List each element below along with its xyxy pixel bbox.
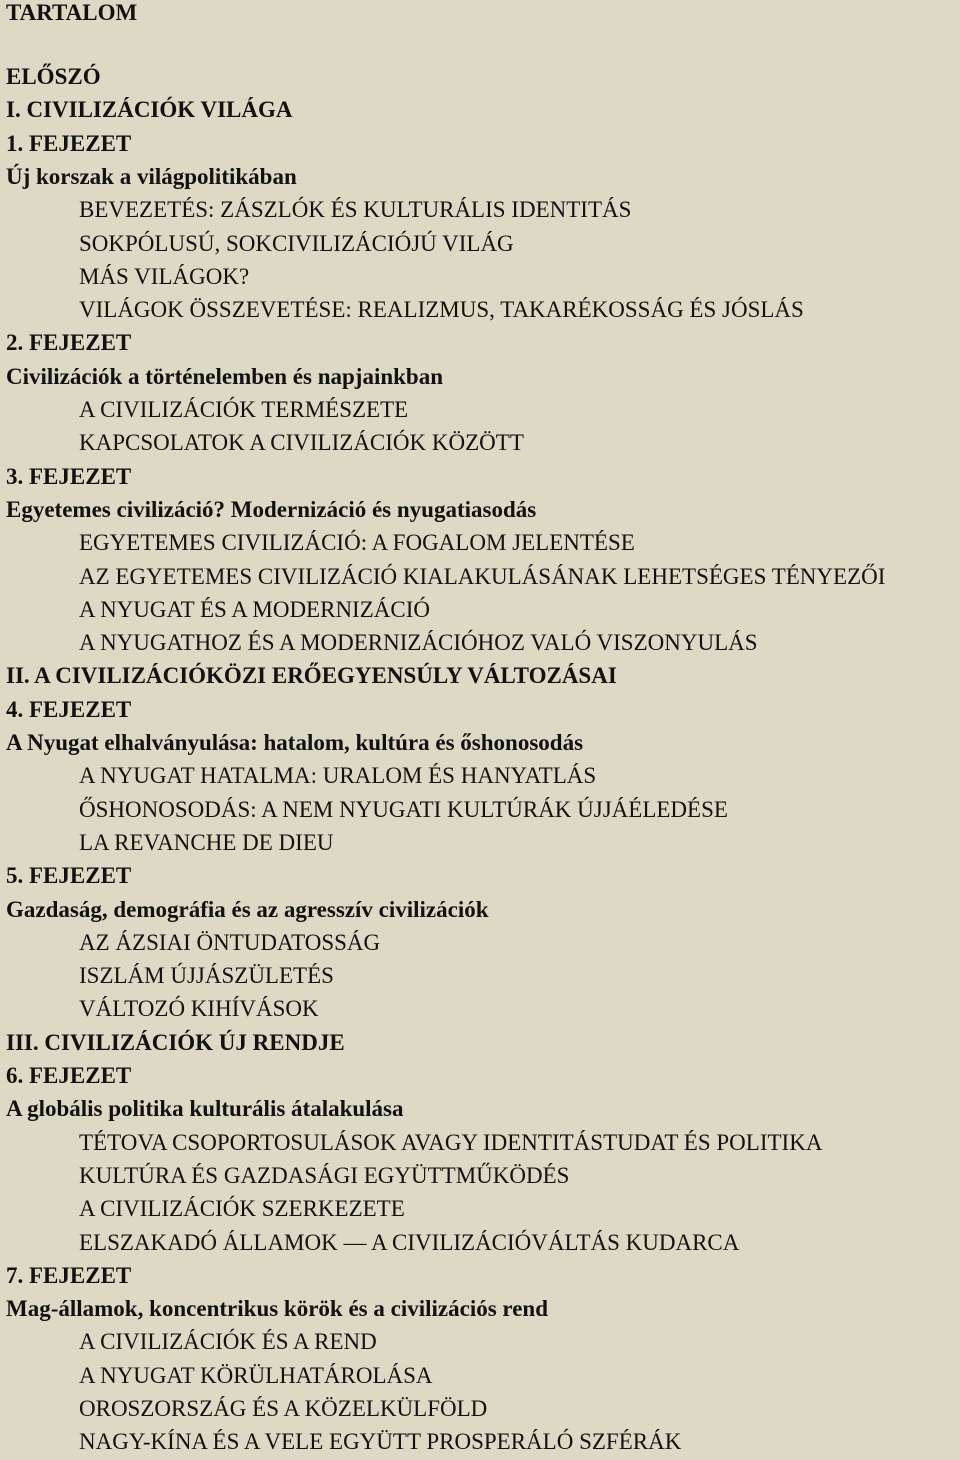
toc-entry-chapter-title: Egyetemes civilizáció? Modernizáció és nyugatiasodás	[6, 496, 537, 522]
toc-entry-chapter: 2. FEJEZET	[6, 330, 132, 356]
toc-entry-sub: KAPCSOLATOK A CIVILIZÁCIÓK KÖZÖTT	[79, 430, 524, 456]
toc-entry-sub: VÁLTOZÓ KIHÍVÁSOK	[79, 996, 319, 1022]
toc-entry-sub: MÁS VILÁGOK?	[79, 263, 250, 289]
toc-entry-sub: TÉTOVA CSOPORTOSULÁSOK AVAGY IDENTITÁSTUDAT ÉS POLITIKA	[79, 1129, 823, 1155]
toc-entry-chapter: 7. FEJEZET	[6, 1262, 132, 1288]
toc-entry-chapter: 4. FEJEZET	[6, 696, 132, 722]
toc-entry-sub: A CIVILIZÁCIÓK ÉS A REND	[79, 1329, 377, 1355]
toc-entry-sub: ELSZAKADÓ ÁLLAMOK — A CIVILIZÁCIÓVÁLTÁS KUDARCA	[79, 1229, 740, 1255]
toc-entry-sub: AZ EGYETEMES CIVILIZÁCIÓ KIALAKULÁSÁNAK LEHETSÉGES TÉNYEZŐI	[79, 563, 886, 589]
toc-entry-section: II. A CIVILIZÁCIÓKÖZI ERŐEGYENSÚLY VÁLTOZÁSAI	[6, 663, 617, 689]
toc-entry-sub: AZ ÁZSIAI ÖNTUDATOSSÁG	[79, 929, 381, 955]
toc-entry-chapter: 6. FEJEZET	[6, 1063, 132, 1088]
toc-entry-chapter-title: A Nyugat elhalványulása: hatalom, kultúra és őshonosodás	[6, 730, 584, 755]
toc-entry-sub: A NYUGAT ÉS A MODERNIZÁCIÓ	[79, 596, 430, 622]
toc-entry-sub: VILÁGOK ÖSSZEVETÉSE: REALIZMUS, TAKARÉKOSSÁG ÉS JÓSLÁS	[79, 297, 804, 323]
toc-entry-chapter-title: Mag-államok, koncentrikus körök és a civilizációs rend	[6, 1296, 548, 1322]
toc-entry-sub: EGYETEMES CIVILIZÁCIÓ: A FOGALOM JELENTÉSE	[79, 530, 635, 556]
page-title: TARTALOM	[6, 0, 138, 25]
toc-entry-sub: NAGY-KÍNA ÉS A VELE EGYÜTT PROSPERÁLÓ SZFÉRÁK	[79, 1429, 682, 1455]
toc-entry-sub: KULTÚRA ÉS GAZDASÁGI EGYÜTTMŰKÖDÉS	[79, 1162, 570, 1188]
toc-entry-section: ELŐSZÓ	[6, 64, 101, 89]
toc-entry-section: I. CIVILIZÁCIÓK VILÁGA	[6, 97, 293, 123]
toc-entry-chapter-title: Új korszak a világpolitikában	[6, 163, 297, 189]
toc-entry-chapter-title: A globális politika kulturális átalakulása	[6, 1096, 404, 1122]
toc-entry-sub: OROSZORSZÁG ÉS A KÖZELKÜLFÖLD	[79, 1396, 488, 1421]
toc-entry-chapter: 5. FEJEZET	[6, 863, 132, 889]
toc-entry-sub: A NYUGAT HATALMA: URALOM ÉS HANYATLÁS	[79, 763, 597, 789]
toc-entry-section: III. CIVILIZÁCIÓK ÚJ RENDJE	[6, 1029, 345, 1055]
toc-entry-sub: A NYUGAT KÖRÜLHATÁROLÁSA	[79, 1362, 433, 1388]
toc-entry-sub: LA REVANCHE DE DIEU	[79, 829, 334, 855]
toc-entry-sub: A CIVILIZÁCIÓK TERMÉSZETE	[79, 397, 409, 422]
toc-entry-sub: ISZLÁM ÚJJÁSZÜLETÉS	[79, 963, 334, 989]
toc-entry-chapter-title: Civilizációk a történelemben és napjainkban	[6, 363, 444, 389]
toc-entry-chapter: 1. FEJEZET	[6, 130, 132, 156]
toc-entry-chapter: 3. FEJEZET	[6, 463, 132, 489]
toc-entry-sub: SOKPÓLUSÚ, SOKCIVILIZÁCIÓJÚ VILÁG	[79, 230, 514, 256]
toc-entry-chapter-title: Gazdaság, demográfia és az agresszív civilizációk	[6, 896, 489, 922]
toc-entry-sub: A CIVILIZÁCIÓK SZERKEZETE	[79, 1196, 405, 1222]
toc-entry-sub: BEVEZETÉS: ZÁSZLÓK ÉS KULTURÁLIS IDENTITÁS	[79, 197, 632, 223]
toc-entry-sub: A NYUGATHOZ ÉS A MODERNIZÁCIÓHOZ VALÓ VISZONYULÁS	[79, 630, 758, 656]
toc-entry-sub: ŐSHONOSODÁS: A NEM NYUGATI KULTÚRÁK ÚJJÁÉLEDÉSE	[79, 796, 728, 822]
